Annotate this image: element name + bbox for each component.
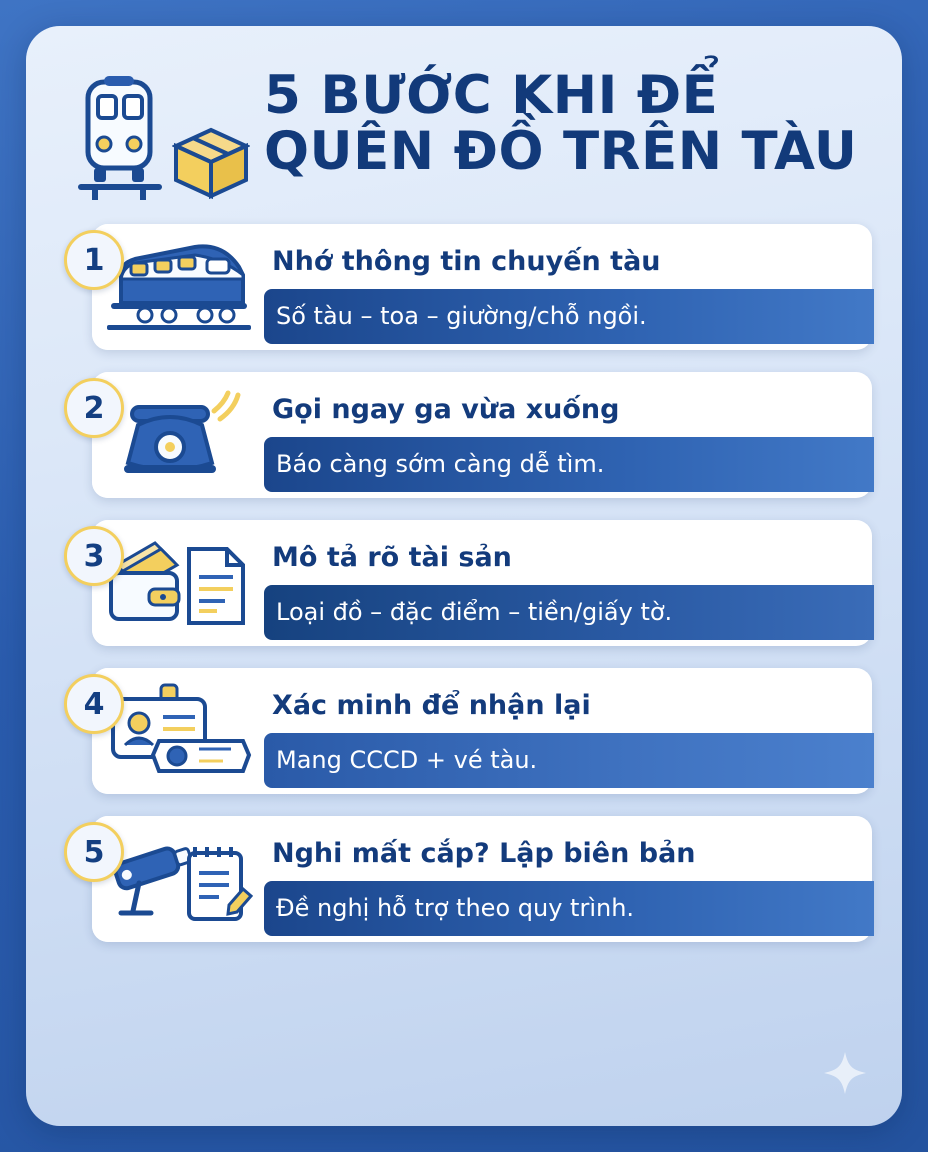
step-text-cell	[264, 816, 872, 942]
step-body	[92, 668, 872, 794]
step-subtitle: Loại đồ – đặc điểm – tiền/giấy tờ.	[264, 585, 874, 640]
wallet-document-icon	[103, 531, 253, 635]
step-title: Nghi mất cắp? Lập biên bản	[272, 838, 696, 870]
title-wrap	[264, 65, 868, 183]
step-text-cell	[264, 372, 872, 498]
header-icons	[74, 66, 250, 202]
title-line-1: 5 BƯỚC KHI ĐỂ	[264, 65, 719, 126]
steps-list	[56, 224, 872, 942]
step-body	[92, 224, 872, 350]
step-number-badge: 4	[64, 674, 124, 734]
infographic-card	[26, 26, 902, 1126]
id-card-ticket-icon	[103, 679, 253, 783]
step-item	[64, 668, 872, 794]
step-text-cell	[264, 668, 872, 794]
train-icon	[103, 241, 253, 333]
step-body	[92, 816, 872, 942]
package-icon	[172, 124, 250, 202]
step-title: Gọi ngay ga vừa xuống	[272, 394, 620, 426]
step-item	[64, 816, 872, 942]
train-icon	[74, 72, 166, 202]
page-title	[264, 65, 868, 183]
step-title: Mô tả rõ tài sản	[272, 542, 512, 574]
step-item	[64, 224, 872, 350]
telephone-icon	[108, 385, 248, 485]
step-item	[64, 372, 872, 498]
step-subtitle: Báo càng sớm càng dễ tìm.	[264, 437, 874, 492]
step-number-badge: 1	[64, 230, 124, 290]
cctv-report-icon	[103, 827, 253, 931]
step-item	[64, 520, 872, 646]
step-number-badge: 5	[64, 822, 124, 882]
step-text-cell	[264, 224, 872, 350]
step-body	[92, 520, 872, 646]
step-body	[92, 372, 872, 498]
header	[56, 54, 872, 202]
step-subtitle: Đề nghị hỗ trợ theo quy trình.	[264, 881, 874, 936]
step-title: Nhớ thông tin chuyến tàu	[272, 246, 661, 278]
step-subtitle: Mang CCCD + vé tàu.	[264, 733, 874, 788]
step-number-badge: 3	[64, 526, 124, 586]
step-number-badge: 2	[64, 378, 124, 438]
step-text-cell	[264, 520, 872, 646]
step-subtitle: Số tàu – toa – giường/chỗ ngồi.	[264, 289, 874, 344]
title-line-2: QUÊN ĐỒ TRÊN TÀU	[264, 121, 858, 183]
sparkle-icon	[822, 1050, 868, 1096]
step-title: Xác minh để nhận lại	[272, 690, 591, 722]
